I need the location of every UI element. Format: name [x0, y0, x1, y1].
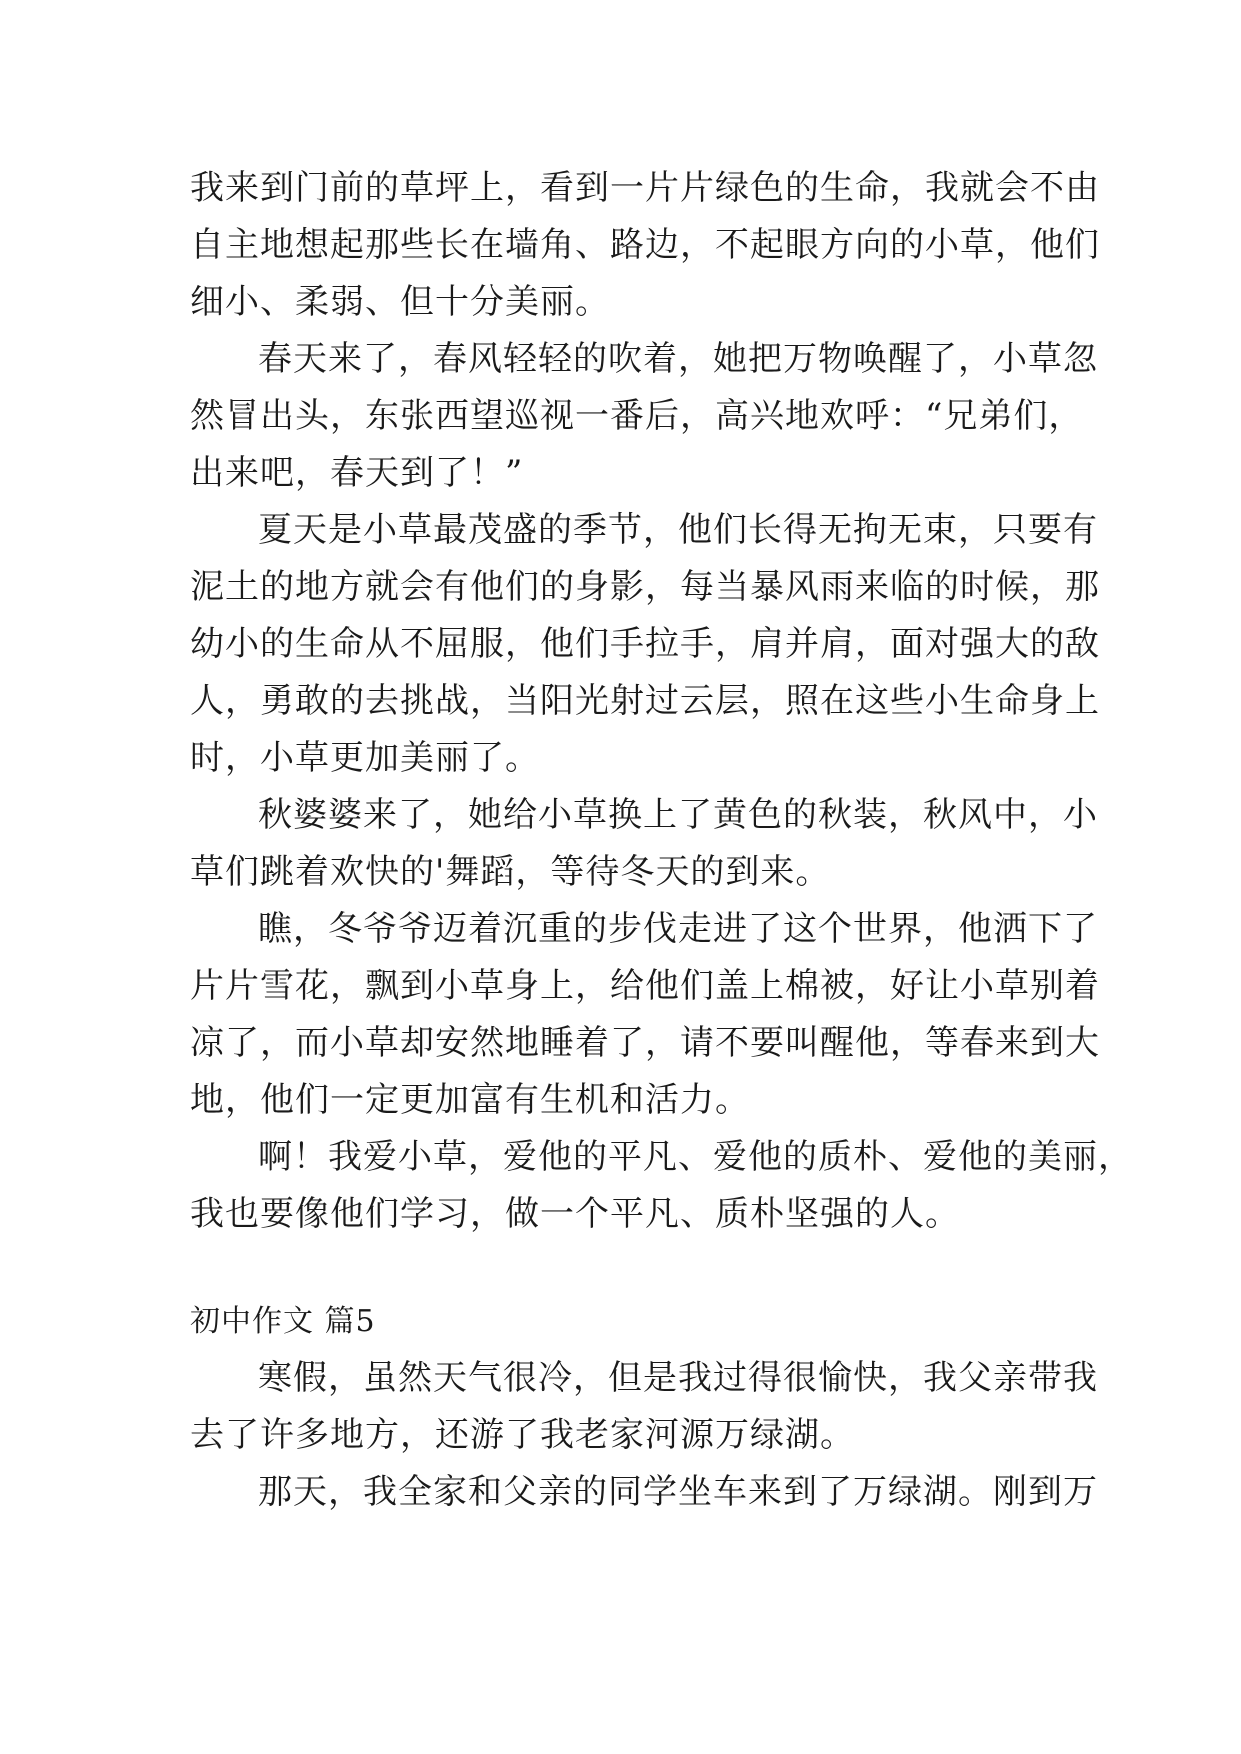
text-line: 凉了，而小草却安然地睡着了，请不要叫醒他，等春来到大 [190, 1023, 1100, 1063]
paragraph-summer [190, 502, 1100, 787]
text-line: 片片雪花，飘到小草身上，给他们盖上棉被，好让小草别着 [190, 966, 1100, 1006]
text-line: 瞧，冬爷爷迈着沉重的步伐走进了这个世界，他洒下了 [258, 909, 1098, 949]
text-line: 细小、柔弱、但十分美丽。 [190, 282, 610, 322]
paragraph-autumn [190, 787, 1098, 901]
text-line: 草们跳着欢快的'舞蹈，等待冬天的到来。 [190, 852, 831, 892]
paragraph-winter [190, 901, 1100, 1129]
text-line: 秋婆婆来了，她给小草换上了黄色的秋装，秋风中，小 [258, 795, 1098, 835]
paragraph-conclusion [190, 1129, 1133, 1243]
text-line: 去了许多地方，还游了我老家河源万绿湖。 [190, 1415, 855, 1455]
text-line: 那天，我全家和父亲的同学坐车来到了万绿湖。刚到万 [258, 1472, 1098, 1512]
text-line: 幼小的生命从不屈服，他们手拉手，肩并肩，面对强大的敌 [190, 624, 1100, 664]
text-line: 出来吧，春天到了！” [190, 453, 524, 493]
text-line: 春天来了，春风轻轻的吹着，她把万物唤醒了，小草忽 [258, 339, 1098, 379]
paragraph-winter-break [190, 1350, 1098, 1464]
text-line: 人，勇敢的去挑战，当阳光射过云层，照在这些小生命身上 [190, 681, 1100, 721]
paragraph-spring [190, 331, 1098, 502]
paragraph-lake-trip [190, 1464, 1098, 1521]
section-gap [190, 1243, 1050, 1293]
paragraph-1 [190, 160, 1100, 331]
text-line: 啊！我爱小草，爱他的平凡、爱他的质朴、爱他的美丽， [258, 1137, 1133, 1177]
text-line: 地，他们一定更加富有生机和活力。 [190, 1080, 750, 1120]
document-page [190, 160, 1133, 1521]
text-line: 泥土的地方就会有他们的身影，每当暴风雨来临的时候，那 [190, 567, 1100, 607]
text-line: 我也要像他们学习，做一个平凡、质朴坚强的人。 [190, 1194, 960, 1234]
text-line: 夏天是小草最茂盛的季节，他们长得无拘无束，只要有 [258, 510, 1098, 550]
section-heading: 初中作文 篇5 [190, 1304, 376, 1339]
text-line: 然冒出头，东张西望巡视一番后，高兴地欢呼：“兄弟们， [190, 396, 1084, 436]
text-line: 我来到门前的草坪上，看到一片片绿色的生命，我就会不由 [190, 168, 1100, 208]
text-line: 时，小草更加美丽了。 [190, 738, 540, 778]
text-line: 自主地想起那些长在墙角、路边，不起眼方向的小草，他们 [190, 225, 1100, 265]
text-line: 寒假，虽然天气很冷，但是我过得很愉快，我父亲带我 [258, 1358, 1098, 1398]
